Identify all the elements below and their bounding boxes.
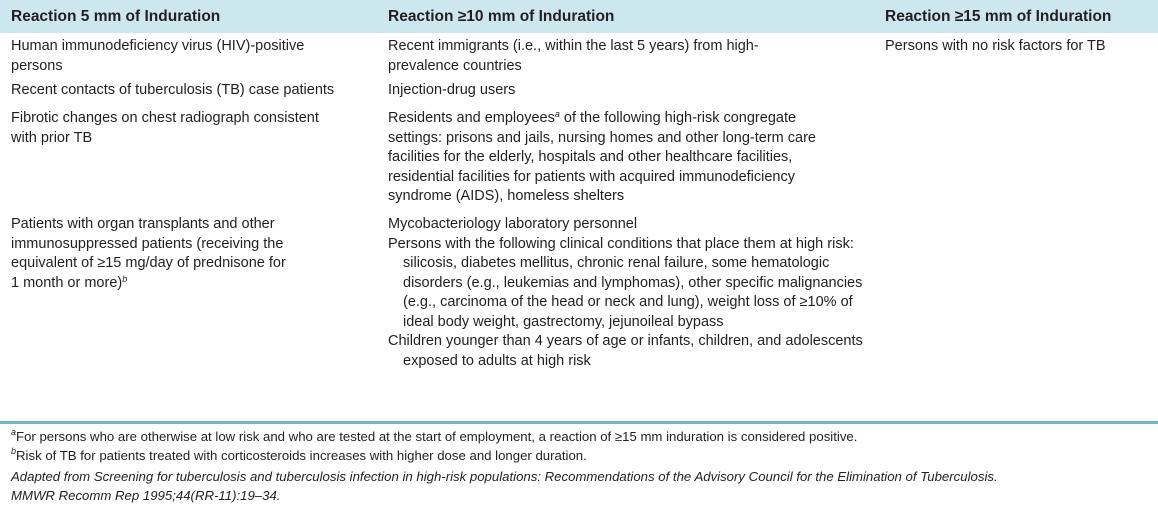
- list-item: Mycobacteriology laboratory personnel: [388, 216, 638, 232]
- cell-line: Injection-drug users: [388, 82, 516, 98]
- cell-text: of the following high-risk congregate: [559, 110, 797, 126]
- cell-line: Recent immigrants (i.e., within the last 5 years) from high-: [388, 38, 759, 54]
- cell-line: facilities for the elderly, hospitals and other healthcare facilities,: [388, 149, 793, 165]
- source-line-1: Adapted from Screening for tuberculosis and tuberculosis infection in high-risk populations: Recommendations of the Advisory Council for the Elimination of Tuberculosis.: [11, 469, 998, 484]
- cell-line: Human immunodeficiency virus (HIV)-positive: [11, 38, 305, 54]
- footnote-marker-a: a: [554, 109, 560, 119]
- cell: [885, 81, 1158, 109]
- cell-line: syndrome (AIDS), homeless shelters: [388, 188, 625, 204]
- cell-line: [388, 109, 877, 129]
- cell-line: residential facilities for patients with acquired immunodeficiency: [388, 168, 795, 185]
- source-line-2: MMWR Recomm Rep 1995;44(RR-11):19–34.: [11, 488, 281, 503]
- cell: [0, 215, 388, 391]
- table-row: [0, 109, 1158, 214]
- cell-line: Fibrotic changes on chest radiograph consistent: [11, 110, 319, 126]
- cell: [388, 109, 885, 214]
- cell-line: prevalence countries: [388, 57, 522, 74]
- cell-line: settings: prisons and jails, nursing homes and other long-term care: [388, 129, 816, 146]
- footnote-text: Risk of TB for patients treated with corticosteroids increases with higher dose and longer duration.: [16, 448, 587, 463]
- table-notes: [11, 427, 1151, 505]
- cell-line: Persons with no risk factors for TB: [885, 38, 1106, 54]
- table-bottom-rule: [0, 421, 1158, 424]
- cell-text: 1 month or more): [11, 274, 123, 291]
- cell: [885, 109, 1158, 214]
- header-col-10mm: Reaction ≥10 mm of Induration: [388, 8, 615, 25]
- cell: [388, 215, 885, 391]
- table-row: [0, 80, 1158, 109]
- footnote-marker-b: b: [11, 446, 17, 456]
- cell: [0, 81, 388, 109]
- header-col-15mm: Reaction ≥15 mm of Induration: [885, 8, 1112, 25]
- cell: [0, 109, 388, 214]
- cell-text: Residents and employees: [388, 110, 555, 126]
- list-item: Children younger than 4 years of age or infants, children, and adolescents exposed to adults at high risk: [388, 333, 863, 369]
- footnote-b: [11, 446, 1151, 465]
- cell: [388, 81, 885, 109]
- cell-line: with prior TB: [11, 129, 93, 146]
- cell: [885, 215, 1158, 391]
- footnote-marker-a: a: [11, 427, 17, 437]
- cell: [0, 37, 388, 80]
- table-header: [0, 0, 1158, 34]
- cell: [388, 37, 885, 80]
- footnote-text: For persons who are otherwise at low risk and who are tested at the start of employment, a reaction of ≥15 mm induration is considered positive.: [16, 429, 858, 444]
- table-row: [0, 214, 1158, 391]
- cell-line: immunosuppressed patients (receiving the: [11, 235, 284, 252]
- cell-line: Patients with organ transplants and other: [11, 216, 275, 232]
- header-col-5mm: Reaction 5 mm of Induration: [11, 8, 221, 25]
- cell-line: [11, 274, 380, 294]
- footnote-marker-b: b: [122, 273, 128, 284]
- cell: [885, 37, 1158, 80]
- cell-line: equivalent of ≥15 mg/day of prednisone for: [11, 255, 286, 271]
- cell-line: persons: [11, 57, 63, 74]
- table-row: [0, 34, 1158, 80]
- footnote-a: [11, 427, 1151, 446]
- cell-line: Recent contacts of tuberculosis (TB) case patients: [11, 82, 335, 98]
- list-item: Persons with the following clinical conditions that place them at high risk: silicosis, diabetes mellitus, chronic renal failure, some hematologic disorders (e.g., leukemias and lymphomas), other specific malignancies (e.g., carcinoma of the head or neck and lung), weight loss of ≥10% of ideal body weight, gastrectomy, jejunoileal bypass: [388, 235, 863, 330]
